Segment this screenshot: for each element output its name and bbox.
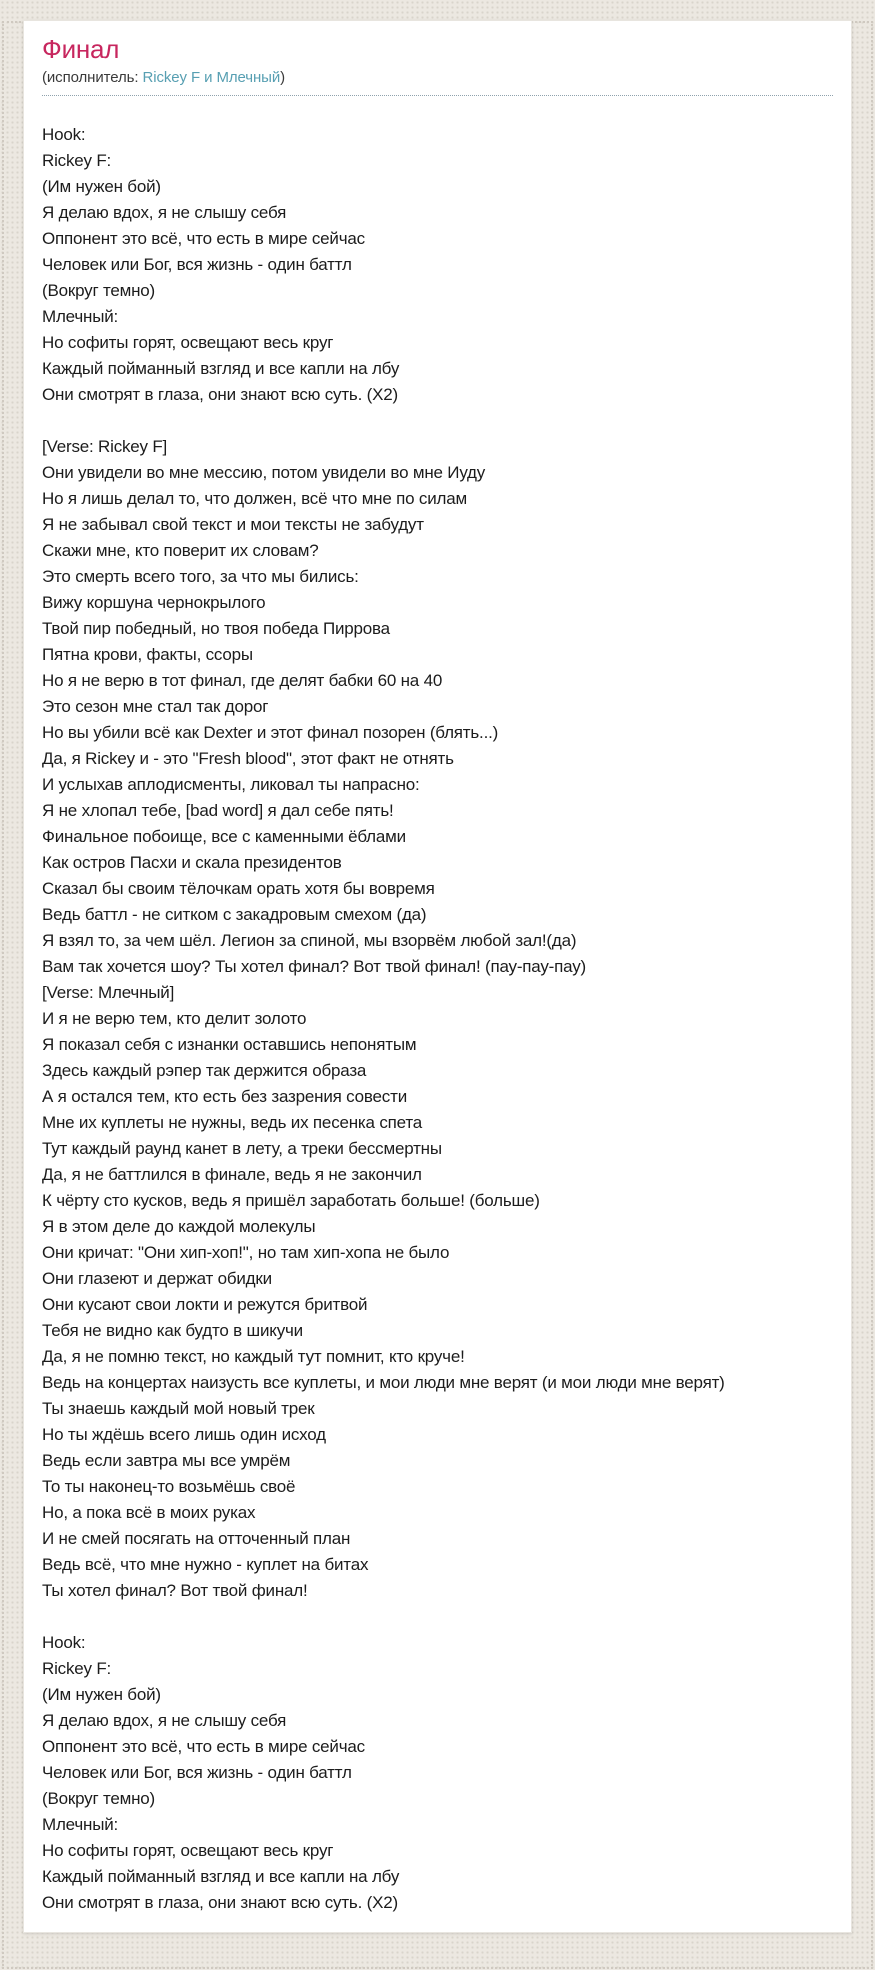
lyrics-text bbox=[42, 122, 833, 1916]
lyrics-line: [Verse: Млечный] bbox=[42, 983, 175, 1002]
lyrics-line: К чёрту сто кусков, ведь я пришёл заработать больше! (больше) bbox=[42, 1191, 540, 1210]
lyrics-line: Rickey F: bbox=[42, 1659, 112, 1678]
lyrics-line: Вижу коршуна чернокрылого bbox=[42, 593, 266, 612]
lyrics-line: Но вы убили всё как Dexter и этот финал позорен (блять...) bbox=[42, 723, 499, 742]
lyrics-line: Они кричат: "Они хип-хоп!", но там хип-хопа не было bbox=[42, 1243, 450, 1262]
lyrics-card bbox=[23, 20, 852, 1933]
lyrics-line: Млечный: bbox=[42, 1815, 119, 1834]
lyrics-line: (Вокруг темно) bbox=[42, 1789, 156, 1808]
lyrics-line: Твой пир победный, но твоя победа Пиррова bbox=[42, 619, 390, 638]
lyrics-line: И услыхав аплодисменты, ликовал ты напрасно: bbox=[42, 775, 420, 794]
lyrics-line: Каждый пойманный взгляд и все капли на лбу bbox=[42, 359, 400, 378]
lyrics-line: Hook: bbox=[42, 125, 86, 144]
lyrics-line: Пятна крови, факты, ссоры bbox=[42, 645, 253, 664]
lyrics-line: Вам так хочется шоу? Ты хотел финал? Вот твой финал! (пау-пау-пау) bbox=[42, 957, 586, 976]
lyrics-line: (Им нужен бой) bbox=[42, 1685, 161, 1704]
lyrics-line: Hook: bbox=[42, 1633, 86, 1652]
lyrics-line: А я остался тем, кто есть без зазрения совести bbox=[42, 1087, 407, 1106]
lyrics-line: Ты хотел финал? Вот твой финал! bbox=[42, 1581, 308, 1600]
lyrics-line: Каждый пойманный взгляд и все капли на лбу bbox=[42, 1867, 400, 1886]
artist-separator: и bbox=[200, 69, 217, 86]
lyrics-line: Скажи мне, кто поверит их словам? bbox=[42, 541, 319, 560]
lyrics-line: (Вокруг темно) bbox=[42, 281, 156, 300]
lyrics-paragraph bbox=[42, 434, 833, 1604]
lyrics-line: Но я не верю в тот финал, где делят бабки 60 на 40 bbox=[42, 671, 443, 690]
lyrics-line: (Им нужен бой) bbox=[42, 177, 161, 196]
lyrics-line: Ведь если завтра мы все умрём bbox=[42, 1451, 291, 1470]
lyrics-paragraph bbox=[42, 1630, 833, 1916]
lyrics-line: Но, а пока всё в моих руках bbox=[42, 1503, 256, 1522]
lyrics-line: Но софиты горят, освещают весь круг bbox=[42, 1841, 334, 1860]
lyrics-line: Оппонент это всё, что есть в мире сейчас bbox=[42, 229, 365, 248]
lyrics-line: Они смотрят в глаза, они знают всю суть. (X2) bbox=[42, 385, 398, 404]
lyrics-line: Я делаю вдох, я не слышу себя bbox=[42, 203, 287, 222]
lyrics-line: Ведь всё, что мне нужно - куплет на битах bbox=[42, 1555, 369, 1574]
lyrics-line: Rickey F: bbox=[42, 151, 112, 170]
artist-link-rickey-f[interactable]: Rickey F bbox=[142, 69, 201, 86]
lyrics-line: Ведь на концертах наизусть все куплеты, и мои люди мне верят (и мои люди мне верят) bbox=[42, 1373, 725, 1392]
lyrics-line: Ты знаешь каждый мой новый трек bbox=[42, 1399, 315, 1418]
lyrics-line: Это смерть всего того, за что мы бились: bbox=[42, 567, 359, 586]
lyrics-line: Я делаю вдох, я не слышу себя bbox=[42, 1711, 287, 1730]
lyrics-line: Я не забывал свой текст и мои тексты не забудут bbox=[42, 515, 424, 534]
lyrics-line: Они увидели во мне мессию, потом увидели во мне Иуду bbox=[42, 463, 486, 482]
lyrics-line: Да, я не помню текст, но каждый тут помнит, кто круче! bbox=[42, 1347, 465, 1366]
lyrics-line: Человек или Бог, вся жизнь - один баттл bbox=[42, 255, 352, 274]
song-title: Финал bbox=[42, 34, 120, 64]
lyrics-line: Как остров Пасхи и скала президентов bbox=[42, 853, 342, 872]
lyrics-line: Сказал бы своим тёлочкам орать хотя бы вовремя bbox=[42, 879, 435, 898]
lyrics-line: Это сезон мне стал так дорог bbox=[42, 697, 269, 716]
subtitle-suffix: ) bbox=[280, 69, 286, 86]
lyrics-line: Я взял то, за чем шёл. Легион за спиной, мы взорвём любой зал!(да) bbox=[42, 931, 577, 950]
lyrics-line: И не смей посягать на отточенный план bbox=[42, 1529, 351, 1548]
lyrics-line: Оппонент это всё, что есть в мире сейчас bbox=[42, 1737, 365, 1756]
lyrics-line: Но я лишь делал то, что должен, всё что мне по силам bbox=[42, 489, 467, 508]
artist-subtitle bbox=[42, 68, 833, 96]
lyrics-line: Ведь баттл - не ситком с закадровым смехом (да) bbox=[42, 905, 427, 924]
lyrics-line: Мне их куплеты не нужны, ведь их песенка спета bbox=[42, 1113, 422, 1132]
lyrics-line: Я не хлопал тебе, [bad word] я дал себе пять! bbox=[42, 801, 394, 820]
lyrics-line: [Verse: Rickey F] bbox=[42, 437, 168, 456]
lyrics-line: Здесь каждый рэпер так держится образа bbox=[42, 1061, 367, 1080]
lyrics-line: Да, я Rickey и - это "Fresh blood", этот факт не отнять bbox=[42, 749, 454, 768]
lyrics-line: Млечный: bbox=[42, 307, 119, 326]
lyrics-line: Я показал себя с изнанки оставшись непонятым bbox=[42, 1035, 417, 1054]
lyrics-line: Финальное побоище, все с каменными ёблами bbox=[42, 827, 406, 846]
lyrics-line: Но софиты горят, освещают весь круг bbox=[42, 333, 334, 352]
lyrics-line: Человек или Бог, вся жизнь - один баттл bbox=[42, 1763, 352, 1782]
lyrics-line: Тут каждый раунд канет в лету, а треки бессмертны bbox=[42, 1139, 442, 1158]
lyrics-paragraph bbox=[42, 122, 833, 408]
lyrics-line: Но ты ждёшь всего лишь один исход bbox=[42, 1425, 326, 1444]
lyrics-line: Они кусают свои локти и режутся бритвой bbox=[42, 1295, 368, 1314]
artist-link-mlechny[interactable]: Млечный bbox=[216, 69, 281, 86]
subtitle-prefix: (исполнитель: bbox=[42, 69, 143, 86]
lyrics-line: Да, я не баттлился в финале, ведь я не закончил bbox=[42, 1165, 422, 1184]
lyrics-line: Они глазеют и держат обидки bbox=[42, 1269, 272, 1288]
lyrics-line: Я в этом деле до каждой молекулы bbox=[42, 1217, 316, 1236]
lyrics-line: Они смотрят в глаза, они знают всю суть. (X2) bbox=[42, 1893, 398, 1912]
lyrics-line: То ты наконец-то возьмёшь своё bbox=[42, 1477, 296, 1496]
lyrics-line: И я не верю тем, кто делит золото bbox=[42, 1009, 307, 1028]
lyrics-line: Тебя не видно как будто в шикучи bbox=[42, 1321, 303, 1340]
